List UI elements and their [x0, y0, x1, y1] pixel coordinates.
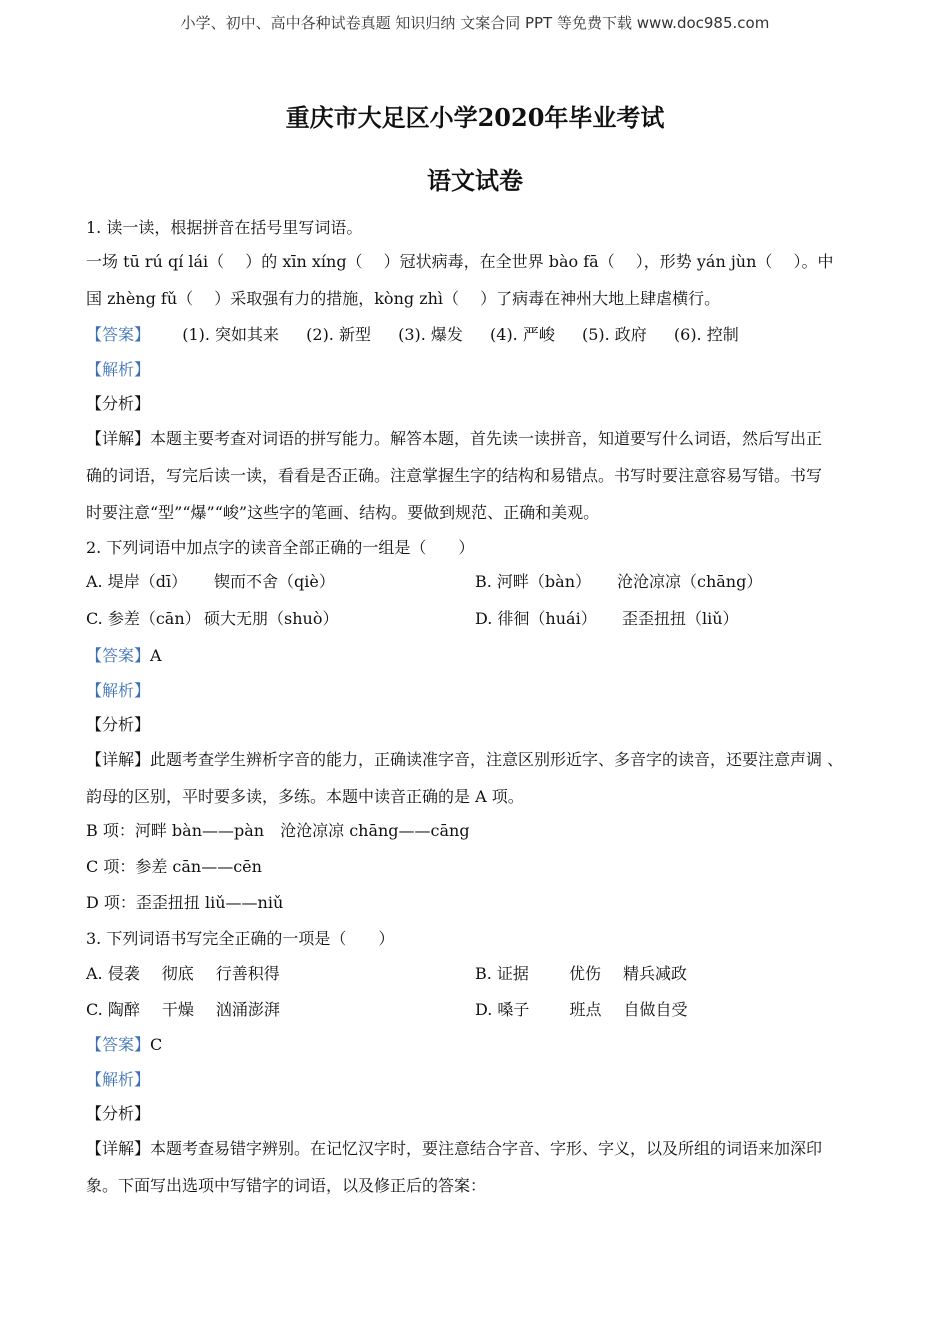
q1-detail-line1 [86, 427, 822, 451]
q1-answer-item: (1). 突如其来 [182, 325, 280, 344]
q2-answer: A [150, 646, 162, 665]
q1-jiexi-tag: 【解析】 [86, 360, 151, 379]
q1-stem: 1. 读一读，根据拼音在括号里写词语。 [86, 218, 363, 237]
q3-option-a-word: A. 侵袭 [86, 964, 140, 983]
q2-note-b: B 项：河畔 bàn——pàn 沧沧凉凉 chāng——cāng [86, 821, 470, 840]
q2-note-d: D 项：歪歪扭扭 liǔ——niǔ [86, 893, 284, 912]
q2-option-c1: C. 参差（cān） [86, 609, 201, 628]
q1-line1: 一场 tū rú qí lái（ ）的 xīn xíng（ ）冠状病毒，在全世界 bào fā（ ），形势 yán jùn（ ）。中 [86, 252, 834, 271]
q2-note-c: C 项：参差 cān——cēn [86, 857, 262, 876]
xiangjie-tag: 【详解】 [86, 429, 151, 448]
q3-option-b [475, 962, 687, 986]
q3-option-a-word: 彻底 [161, 964, 194, 983]
xiangjie-tag: 【详解】 [86, 1139, 151, 1158]
q1-line2: 国 zhèng fǔ（ ）采取强有力的措施，kòng zhì（ ）了病毒在神州大地上肆虐横行。 [86, 289, 721, 308]
xiangjie-tag: 【详解】 [86, 750, 151, 769]
q3-option-d-word: 自做自受 [623, 1000, 688, 1019]
q2-option-b2: 沧沧凉凉（chāng） [617, 572, 763, 591]
q3-option-d-word: D. 嗓子 [475, 1000, 530, 1019]
q3-option-c-word: 干燥 [161, 1000, 194, 1019]
q2-option-c2: 硕大无朋（shuò） [204, 609, 339, 628]
q2-detail-line2: 韵母的区别，平时要多读，多练。本题中读音正确的是 A 项。 [86, 787, 524, 806]
q1-answer-item: (4). 严峻 [490, 325, 555, 344]
q1-answer-item: (6). 控制 [673, 325, 739, 344]
q3-answer: C [150, 1035, 163, 1054]
q2-stem: 2. 下列词语中加点字的读音全部正确的一组是（ ） [86, 538, 475, 557]
q3-fenxi-tag: 【分析】 [86, 1104, 151, 1123]
q3-option-a [86, 962, 280, 986]
q1-answer-item: (3). 爆发 [398, 325, 463, 344]
answer-tag: 【答案】 [86, 1035, 151, 1054]
q1-detail-line3: 时要注意“型”“爆”“峻”这些字的笔画、结构。要做到规范、正确和美观。 [86, 503, 600, 522]
q3-detail-line1 [86, 1137, 822, 1161]
q3-option-c-word: C. 陶醉 [86, 1000, 140, 1019]
q3-stem: 3. 下列词语书写完全正确的一项是（ ） [86, 929, 395, 948]
q1-answer-item: (5). 政府 [581, 325, 647, 344]
page-title: 重庆市大足区小学2020年毕业考试 [285, 103, 665, 132]
page-header: 小学、初中、高中各种试卷真题 知识归纳 文案合同 PPT 等免费下载 www.doc985.com [180, 14, 770, 32]
q2-jiexi-tag: 【解析】 [86, 681, 151, 700]
q3-jiexi-tag: 【解析】 [86, 1070, 151, 1089]
q2-option-a2: 锲而不舍（qiè） [214, 572, 335, 591]
q2-option-a1: A. 堤岸（dī） [86, 572, 188, 591]
q1-answer-item: (2). 新型 [306, 325, 371, 344]
page-subtitle: 语文试卷 [427, 166, 523, 195]
q2-fenxi-tag: 【分析】 [86, 715, 151, 734]
q1-detail-text: 本题主要考查对词语的拼写能力。解答本题，首先读一读拼音，知道要写什么词语，然后写出正 [150, 429, 823, 448]
q3-option-d-word: 班点 [569, 1000, 602, 1019]
answer-tag: 【答案】 [86, 325, 151, 344]
q2-option-d2: 歪歪扭扭（liǔ） [622, 609, 739, 628]
q3-option-c-word: 汹涌澎湃 [215, 1000, 280, 1019]
q3-detail-line2: 象。下面写出选项中写错字的词语，以及修正后的答案： [86, 1176, 487, 1195]
answer-tag: 【答案】 [86, 646, 151, 665]
q2-detail-line1 [86, 748, 843, 772]
q3-option-b-word: 精兵减政 [622, 964, 687, 983]
q1-fenxi-tag: 【分析】 [86, 394, 151, 413]
q3-detail-text: 本题考查易错字辨别。在记忆汉字时，要注意结合字音、字形、字义，以及所组的词语来加深印 [150, 1139, 823, 1158]
q3-answer-row [86, 1033, 162, 1057]
q3-option-c [86, 998, 280, 1022]
q3-option-d [475, 998, 687, 1022]
q1-detail-line2: 确的词语，写完后读一读，看看是否正确。注意掌握生字的结构和易错点。书写时要注意容易写错。书写 [86, 466, 823, 485]
q2-option-d1: D. 徘徊（huái） [475, 609, 597, 628]
q3-option-b-word: B. 证据 [475, 964, 529, 983]
q2-answer-row [86, 644, 162, 668]
q2-option-b1: B. 河畔（bàn） [475, 572, 592, 591]
q1-answer-row [86, 323, 761, 347]
q3-option-a-word: 行善积得 [215, 964, 280, 983]
q2-detail-text: 此题考查学生辨析字音的能力，正确读准字音，注意区别形近字、多音字的读音，还要注意声调 、 [150, 750, 844, 769]
q3-option-b-word: 优伤 [568, 964, 601, 983]
